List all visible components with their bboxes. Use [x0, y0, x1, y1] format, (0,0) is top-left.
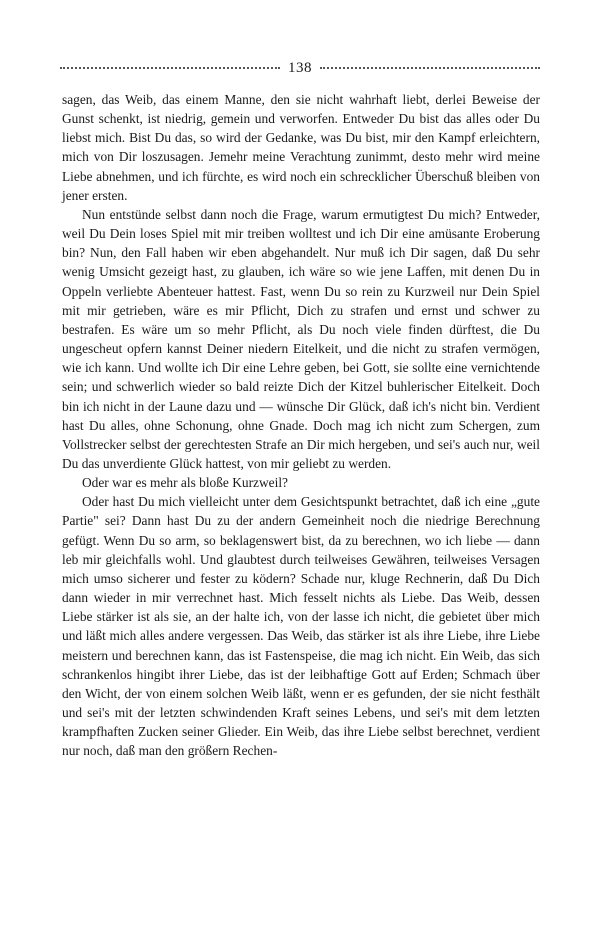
paragraph: sagen, das Weib, das einem Manne, den sie nicht wahrhaft liebt, derlei Beweise der Gunst schenkt, ist niedrig, gemein und verworfen. Entweder Du bist das alles oder Du liebst mich. Bist Du das, so wird der Gedanke, was Du bist, mir den Kampf erleichtern, mich von Dir loszusagen. Jemehr meine Verachtung zunimmt, desto mehr wird meine Liebe abnehmen, und ich fürchte, es wird noch ein schrecklicher Überschuß bleiben von jener ersten.: [62, 92, 540, 203]
paragraph: Nun entstünde selbst dann noch die Frage, warum ermutigtest Du mich? Entweder, weil Du Dein loses Spiel mit mir treiben wolltest und ich Dir eine amüsante Eroberung bin? Nun, den Fall haben wir eben abgehandelt. Nur muß ich Dir sagen, daß Du sehr wenig Umsicht gezeigt hast, zu glauben, ich wäre so wie jene Laffen, mit denen Du in Oppeln verliebte Abenteuer hattest. Fast, wenn Du so rein zu Kurzweil nur Dein Spiel mit mir getrieben, wäre es mir Pflicht, Dich zu strafen und ernst und schwer zu bestrafen. Es wäre um so mehr Pflicht, als Du noch viele finden dürftest, die Du ungescheut opfern kannst Deiner niedern Eitelkeit, und die nicht zu strafen vermögen, wie ich kann. Und wollte ich Dir eine Lehre geben, bei Gott, sie sollte eine vernichtende sein; und schwerlich wieder so bald reizte Dich der Kitzel buhlerischer Eitelkeit. Doch bin ich nicht in der Laune dazu und — wünsche Dir Glück, daß ich's nicht bin. Verdient hast Du alles, ohne Schonung, ohne Gnade. Doch mag ich nicht zum Schergen, zum Vollstrecker selbst der gerechtesten Strafe an Dir mich hergeben, und sei's auch nur, weil Du das unverdiente Glück hattest, von mir geliebt zu werden.: [62, 206, 540, 471]
body-text: [62, 90, 540, 760]
header-rule-left: [60, 67, 280, 69]
paragraph: Oder war es mehr als bloße Kurzweil?: [82, 475, 288, 491]
page-header: [60, 58, 540, 78]
header-rule-right: [320, 67, 540, 69]
paragraph: Oder hast Du mich vielleicht unter dem Gesichtspunkt betrachtet, daß ich eine „gute Partie" sei? Dann hast Du zu der andern Gemeinheit noch die niedrige Berechnung gefügt. Wenn Du so arm, so beklagenswert bist, da zu berechnen, wo ich liebe — dann leb mir gleichfalls wohl. Und glaubtest durch teilweises Gewähren, teilweises Versagen mich umso sicherer und fester zu ködern? Schade nur, kluge Rechnerin, daß Du Dich dann wieder in mir verrechnet hast. Mich fesselt nichts als Liebe. Das Weib, dessen Liebe stärker ist als sie, an der halte ich, von der lasse ich nicht, die gebietet über mich und läßt mich alles andere vergessen. Das Weib, das stärker ist als ihre Liebe, ihre Liebe meistern und berechnen kann, das ist Fastenspeise, die mag ich nicht. Ein Weib, das sich schrankenlos hingibt ihrer Liebe, das ist der leibhaftige Gott auf Erden; Schmach über den Wicht, der von einem solchen Weib läßt, wenn er es gefunden, der sie nicht festhält und sei's mit der letzten schwindenden Kraft seines Lebens, und sei's mit dem letzten krampfhaften Zucken seiner Glieder. Ein Weib, das ihre Liebe selbst berechnet, verdient nur noch, daß man den größern Rechen-: [62, 494, 540, 759]
page-number: 138: [288, 59, 312, 76]
